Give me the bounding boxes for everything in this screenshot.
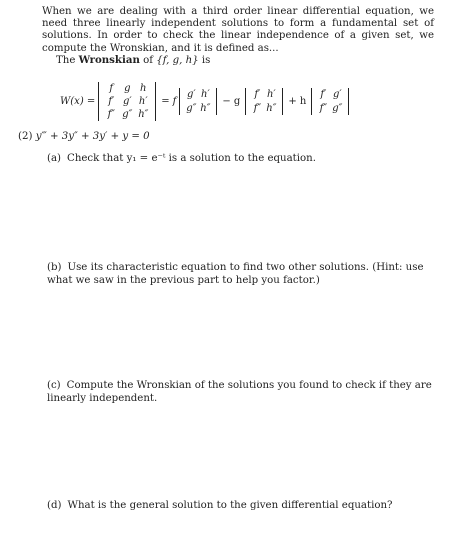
minus-g: − g [222,95,241,107]
part-c-label: (c) [47,380,61,391]
minor1-entry: g″ [186,102,197,114]
part-d-label: (d) [47,500,62,511]
wronskian-matrix-entry: h′ [138,95,148,107]
wronskian-matrix-entry: h″ [138,108,149,120]
plus-h: + h [288,95,307,107]
minor3-entry: g′ [333,88,342,100]
problem-number: (2) [18,131,33,142]
part-a-label: (a) [47,153,62,164]
part-d-text: What is the general solution to the given differential equation? [67,500,393,511]
part-c-text: Compute the Wronskian of the solutions you found to check if they are linearly independent. [47,380,432,404]
wronskian-matrix-entry: g″ [122,108,133,120]
problem-equation: y‴ + 3y″ + 3y′ + y = 0 [35,131,150,142]
minor1-entry: g′ [187,88,196,100]
equals-sign: = [161,95,170,107]
minor2-entry: h″ [266,102,277,114]
minor1-entry: h′ [201,88,210,100]
part-a [47,153,435,166]
minor-determinant-1 [179,88,217,115]
wronskian-definition-line [56,54,210,66]
minor2-entry: f′ [254,88,261,100]
coefficient-f: f [172,95,177,107]
wronskian-matrix-entry: f [109,82,114,94]
wronskian-prefix: The [56,55,79,66]
part-b-label: (b) [47,262,62,273]
problem-2 [18,131,150,142]
wronskian-matrix-entry: h [140,82,147,94]
wronskian-suffix: is [198,55,211,66]
minor3-entry: g″ [332,102,343,114]
minor3-entry: f″ [319,102,328,114]
minor2-entry: f″ [253,102,262,114]
minor3-entry: f′ [320,88,327,100]
wronskian-of: of [139,55,157,66]
part-a-text: Check that y₁ = e⁻ᵗ is a solution to the equation. [67,153,316,164]
intro-paragraph: When we are dealing with a third order linear differential equation, we need three linearly independent solutions to form a fundamental set of solutions. In order to check the linear independence of a given set, we compute the Wronskian, and it is defined as... [42,6,434,54]
part-b-text: Use its characteristic equation to find two other solutions. (Hint: use what we saw in the previous part to help you factor.) [47,262,424,286]
part-b [47,262,435,287]
minor-determinant-2 [245,88,283,115]
minor1-entry: h″ [200,102,211,114]
wronskian-formula [60,78,352,124]
part-d [47,500,435,513]
function-set: {f, g, h} [156,55,199,66]
wronskian-matrix-entry: f′ [108,95,115,107]
wronskian-matrix-entry: g′ [122,95,132,107]
wronskian-matrix-entry: f″ [107,108,115,120]
wronskian-term: Wronskian [78,54,140,66]
wronskian-3x3-determinant [98,82,156,121]
wronskian-lhs: W(x) = [60,95,96,107]
wronskian-matrix-entry: g [124,82,131,94]
minor2-entry: h′ [266,88,276,100]
part-c [47,380,435,405]
minor-determinant-3 [311,88,349,115]
